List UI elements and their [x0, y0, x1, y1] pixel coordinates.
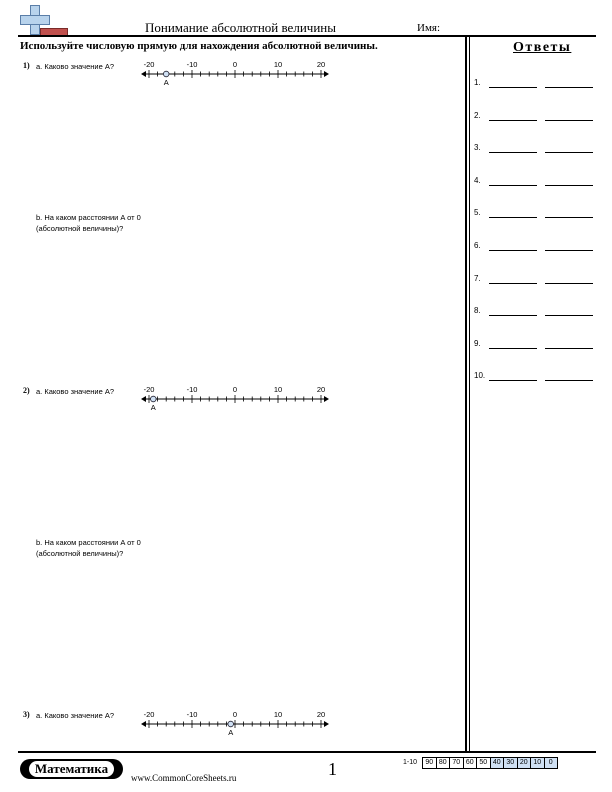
point-marker — [151, 396, 157, 402]
right-arrow-icon — [324, 71, 329, 77]
problem-number: 1) — [23, 61, 30, 70]
score-cell: 0 — [544, 757, 559, 769]
tick-label: 10 — [273, 385, 283, 394]
answer-row — [474, 306, 599, 320]
answer-blank-b[interactable] — [545, 315, 593, 316]
question-b: b. На каком расстоянии A от 0 (абсолютной величины)? — [36, 538, 141, 558]
answer-blank-b[interactable] — [545, 250, 593, 251]
answer-blank-b[interactable] — [545, 185, 593, 186]
tick-label: -20 — [143, 385, 155, 394]
tick-label: -20 — [143, 710, 155, 719]
answer-row — [474, 371, 599, 385]
score-cell: 20 — [517, 757, 532, 769]
instructions: Используйте числовую прямую для нахождения абсолютной величины. — [20, 40, 378, 52]
answer-blank-b[interactable] — [545, 152, 593, 153]
score-cell: 60 — [463, 757, 478, 769]
score-cell: 30 — [503, 757, 518, 769]
answer-blank-b[interactable] — [545, 87, 593, 88]
left-arrow-icon — [141, 71, 146, 77]
tick-label: 10 — [273, 60, 283, 69]
tick-label: 20 — [316, 710, 326, 719]
left-arrow-icon — [141, 396, 146, 402]
tick-label: 20 — [316, 385, 326, 394]
score-cell: 10 — [530, 757, 545, 769]
tick-label: -10 — [186, 710, 198, 719]
question-a: a. Каково значение A? — [36, 711, 114, 720]
point-marker — [228, 721, 234, 727]
answer-blank-a[interactable] — [489, 152, 537, 153]
answer-blank-a[interactable] — [489, 120, 537, 121]
answer-blank-b[interactable] — [545, 380, 593, 381]
score-range-label: 1-10 — [402, 759, 417, 766]
tick-label: -20 — [143, 60, 155, 69]
answer-number: 9. — [474, 338, 481, 348]
brand-label: Математика — [29, 761, 114, 777]
number-line — [138, 58, 338, 90]
point-label: A — [163, 78, 169, 87]
answer-blank-a[interactable] — [489, 380, 537, 381]
answer-row — [474, 78, 599, 92]
footer-rule — [18, 751, 596, 753]
column-divider-inner — [469, 36, 470, 751]
tick-label: 10 — [273, 710, 283, 719]
problem-number: 2) — [23, 386, 30, 395]
left-arrow-icon — [141, 721, 146, 727]
number-line — [138, 383, 338, 415]
brand-badge — [20, 759, 123, 779]
score-cell: 80 — [436, 757, 451, 769]
point-label: A — [150, 403, 156, 412]
worksheet-title: Понимание абсолютной величины — [145, 20, 336, 35]
number-line — [138, 708, 338, 740]
column-divider — [465, 36, 467, 751]
answer-blank-b[interactable] — [545, 217, 593, 218]
answer-blank-a[interactable] — [489, 315, 537, 316]
header-rule — [18, 35, 596, 37]
answer-blank-a[interactable] — [489, 87, 537, 88]
score-cell: 40 — [490, 757, 505, 769]
answer-blank-b[interactable] — [545, 120, 593, 121]
answer-row — [474, 111, 599, 125]
answer-blank-a[interactable] — [489, 348, 537, 349]
answers-title: Ответы — [513, 40, 572, 55]
answer-row — [474, 339, 599, 353]
answer-row — [474, 176, 599, 190]
answer-blank-b[interactable] — [545, 348, 593, 349]
answer-row — [474, 208, 599, 222]
answer-row — [474, 241, 599, 255]
answer-number: 8. — [474, 306, 481, 316]
question-a: a. Каково значение A? — [36, 62, 114, 71]
score-strip — [397, 757, 558, 769]
tick-label: -10 — [186, 60, 198, 69]
answer-number: 2. — [474, 110, 481, 120]
question-a: a. Каково значение A? — [36, 387, 114, 396]
answer-blank-a[interactable] — [489, 250, 537, 251]
answer-number: 3. — [474, 143, 481, 153]
answer-blank-a[interactable] — [489, 217, 537, 218]
point-marker — [163, 71, 169, 77]
tick-label: 0 — [232, 60, 238, 69]
answer-number: 1. — [474, 78, 481, 87]
point-label: A — [228, 728, 234, 737]
answer-number: 10. — [474, 371, 486, 381]
question-b: b. На каком расстоянии A от 0 (абсолютной величины)? — [36, 213, 141, 233]
answer-number: 5. — [474, 208, 481, 218]
tick-label: 0 — [232, 385, 238, 394]
tick-label: 0 — [232, 710, 238, 719]
name-label: Имя: — [417, 22, 441, 34]
score-cell: 50 — [476, 757, 491, 769]
right-arrow-icon — [324, 396, 329, 402]
problem-number: 3) — [23, 710, 30, 719]
answer-row — [474, 274, 599, 288]
tick-label: -10 — [186, 385, 198, 394]
score-cell: 70 — [449, 757, 464, 769]
answer-number: 7. — [474, 273, 481, 283]
score-cell: 90 — [422, 757, 437, 769]
answer-blank-a[interactable] — [489, 283, 537, 284]
answer-row — [474, 143, 599, 157]
tick-label: 20 — [316, 60, 326, 69]
page-number: 1 — [328, 759, 337, 779]
right-arrow-icon — [324, 721, 329, 727]
answer-blank-b[interactable] — [545, 283, 593, 284]
answer-blank-a[interactable] — [489, 185, 537, 186]
answer-number: 4. — [474, 175, 481, 185]
site-url: www.CommonCoreSheets.ru — [131, 773, 237, 783]
answer-number: 6. — [474, 241, 481, 250]
